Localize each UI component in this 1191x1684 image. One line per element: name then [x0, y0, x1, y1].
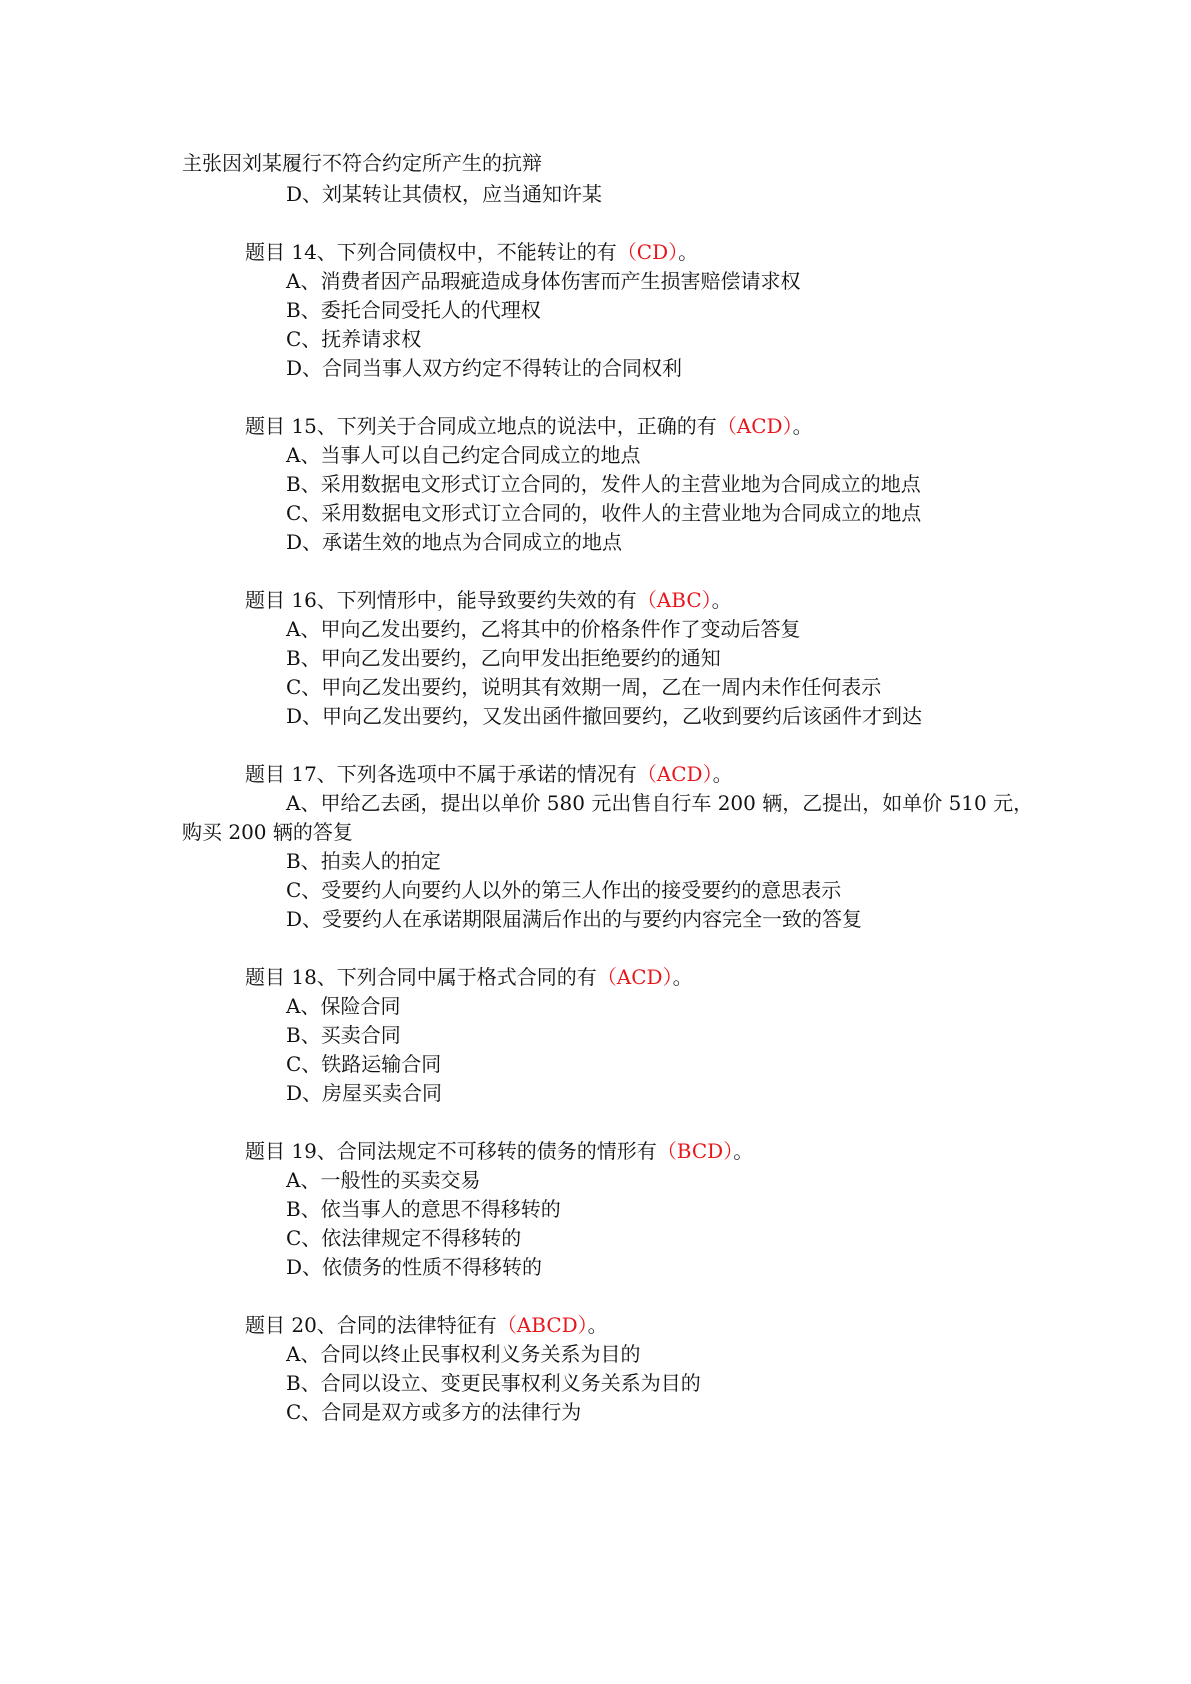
- stem-end: 。: [587, 1313, 608, 1337]
- question-15-option-c: C、采用数据电文形式订立合同的，收件人的主营业地为合同成立的地点: [286, 501, 922, 525]
- question-20-stem: [0, 1310, 1191, 1340]
- question-20-option-a: A、合同以终止民事权利义务关系为目的: [286, 1342, 641, 1366]
- continuation-option-d: D、刘某转让其债权，应当通知许某: [286, 182, 603, 206]
- question-16-option-a: A、甲向乙发出要约，乙将其中的价格条件作了变动后答复: [286, 617, 801, 641]
- stem-end: 。: [712, 762, 733, 786]
- answer-key: （CD）: [616, 240, 679, 264]
- question-18-option-c: C、铁路运输合同: [286, 1052, 442, 1076]
- question-15-option-d: D、承诺生效的地点为合同成立的地点: [286, 530, 623, 554]
- question-18-option-a: A、保险合同: [286, 994, 401, 1018]
- answer-key: （ACD）: [716, 414, 793, 438]
- question-18-stem: [0, 962, 1191, 992]
- continuation-text: 主张因刘某履行不符合约定所产生的抗辩: [182, 151, 542, 175]
- question-15-option-a: A、当事人可以自己约定合同成立的地点: [286, 443, 641, 467]
- answer-key: （BCD）: [656, 1139, 734, 1163]
- question-14-option-a: A、消费者因产品瑕疵造成身体伤害而产生损害赔偿请求权: [286, 269, 801, 293]
- question-stem: 题目 15、下列关于合同成立地点的说法中，正确的有: [245, 414, 717, 438]
- question-19-option-d: D、依债务的性质不得移转的: [286, 1255, 543, 1279]
- question-17-option-d: D、受要约人在承诺期限届满后作出的与要约内容完全一致的答复: [286, 907, 863, 931]
- stem-end: 。: [672, 965, 693, 989]
- stem-end: 。: [711, 588, 732, 612]
- question-14-option-b: B、委托合同受托人的代理权: [286, 298, 541, 322]
- question-18-option-d: D、房屋买卖合同: [286, 1081, 443, 1105]
- question-16-option-b: B、甲向乙发出要约，乙向甲发出拒绝要约的通知: [286, 646, 721, 670]
- question-16-stem: [0, 585, 1191, 615]
- question-14-option-c: C、抚养请求权: [286, 327, 422, 351]
- answer-key: （ACD）: [596, 965, 673, 989]
- question-stem: 题目 19、合同法规定不可移转的债务的情形有: [245, 1139, 657, 1163]
- question-stem: 题目 20、合同的法律特征有: [245, 1313, 497, 1337]
- question-20-option-b: B、合同以设立、变更民事权利义务关系为目的: [286, 1371, 701, 1395]
- question-18-option-b: B、买卖合同: [286, 1023, 401, 1047]
- question-17-option-b: B、拍卖人的拍定: [286, 849, 441, 873]
- question-14-stem: [0, 237, 1191, 267]
- answer-key: （ABC）: [636, 588, 712, 612]
- question-19-option-c: C、依法律规定不得移转的: [286, 1226, 522, 1250]
- question-16-option-c: C、甲向乙发出要约，说明其有效期一周，乙在一周内未作任何表示: [286, 675, 882, 699]
- question-19-stem: [0, 1136, 1191, 1166]
- question-16-option-d: D、甲向乙发出要约，又发出函件撤回要约，乙收到要约后该函件才到达: [286, 704, 923, 728]
- question-15-option-b: B、采用数据电文形式订立合同的，发件人的主营业地为合同成立的地点: [286, 472, 921, 496]
- question-19-option-a: A、一般性的买卖交易: [286, 1168, 481, 1192]
- stem-end: 。: [678, 240, 699, 264]
- stem-end: 。: [733, 1139, 754, 1163]
- question-stem: 题目 14、下列合同债权中，不能转让的有: [245, 240, 617, 264]
- question-19-option-b: B、依当事人的意思不得移转的: [286, 1197, 561, 1221]
- answer-key: （ABCD）: [496, 1313, 588, 1337]
- question-20-option-c: C、合同是双方或多方的法律行为: [286, 1400, 582, 1424]
- stem-end: 。: [792, 414, 813, 438]
- question-15-stem: [0, 411, 1191, 441]
- question-17-option-a-line1: A、甲给乙去函，提出以单价 580 元出售自行车 200 辆，乙提出，如单价 510 元，: [286, 791, 1034, 815]
- question-stem: 题目 17、下列各选项中不属于承诺的情况有: [245, 762, 637, 786]
- question-17-stem: [0, 759, 1191, 789]
- question-14-option-d: D、合同当事人双方约定不得转让的合同权利: [286, 356, 683, 380]
- question-17-option-c: C、受要约人向要约人以外的第三人作出的接受要约的意思表示: [286, 878, 842, 902]
- question-17-option-a-line2: 购买 200 辆的答复: [182, 820, 353, 844]
- question-stem: 题目 16、下列情形中，能导致要约失效的有: [245, 588, 637, 612]
- answer-key: （ACD）: [636, 762, 713, 786]
- question-stem: 题目 18、下列合同中属于格式合同的有: [245, 965, 597, 989]
